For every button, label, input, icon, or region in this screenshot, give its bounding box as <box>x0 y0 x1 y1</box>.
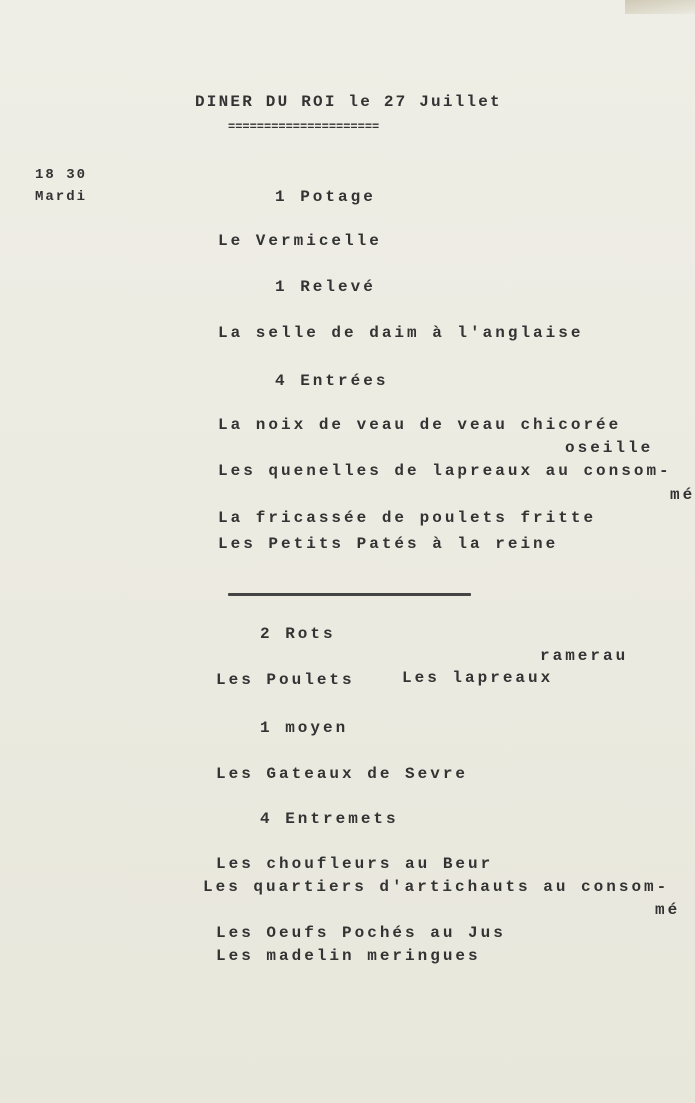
entremet-item-2: Les quartiers d'artichauts au consom- <box>203 878 670 896</box>
releve-heading: 1 Relevé <box>275 278 376 296</box>
entremet-item-4: Les madelin meringues <box>216 947 481 965</box>
releve-item: La selle de daim à l'anglaise <box>218 324 584 342</box>
entrees-heading: 4 Entrées <box>275 372 389 390</box>
entremet-item-1: Les choufleurs au Beur <box>216 855 494 873</box>
entree-item-2-cont: mé <box>670 486 695 504</box>
entree-item-2: Les quenelles de lapreaux au consom- <box>218 462 672 480</box>
menu-title: DINER DU ROI le 27 Juillet <box>195 93 502 111</box>
moyen-heading: 1 moyen <box>260 719 349 737</box>
section-divider <box>228 593 471 596</box>
entree-item-1-alt: oseille <box>565 439 654 457</box>
date-year: 18 30 <box>35 167 88 183</box>
rot-item-1: Les Poulets <box>216 671 355 689</box>
date-day: Mardi <box>35 189 88 205</box>
rot-item-2: Les lapreaux <box>402 669 554 687</box>
folded-corner <box>625 0 695 14</box>
potage-item: Le Vermicelle <box>218 232 382 250</box>
moyen-item: Les Gateaux de Sevre <box>216 765 469 783</box>
rots-note: ramerau <box>540 647 629 665</box>
entree-item-1: La noix de veau de veau chicorée <box>218 416 622 434</box>
entremets-heading: 4 Entremets <box>260 810 399 828</box>
potage-heading: 1 Potage <box>275 188 376 206</box>
entree-item-3: La fricassée de poulets fritte <box>218 509 597 527</box>
entree-item-4: Les Petits Patés à la reine <box>218 535 559 553</box>
entremet-item-2-cont: mé <box>655 901 681 919</box>
rots-heading: 2 Rots <box>260 625 336 643</box>
entremet-item-3: Les Oeufs Pochés au Jus <box>216 924 506 942</box>
title-underline: ===================== <box>228 120 380 134</box>
